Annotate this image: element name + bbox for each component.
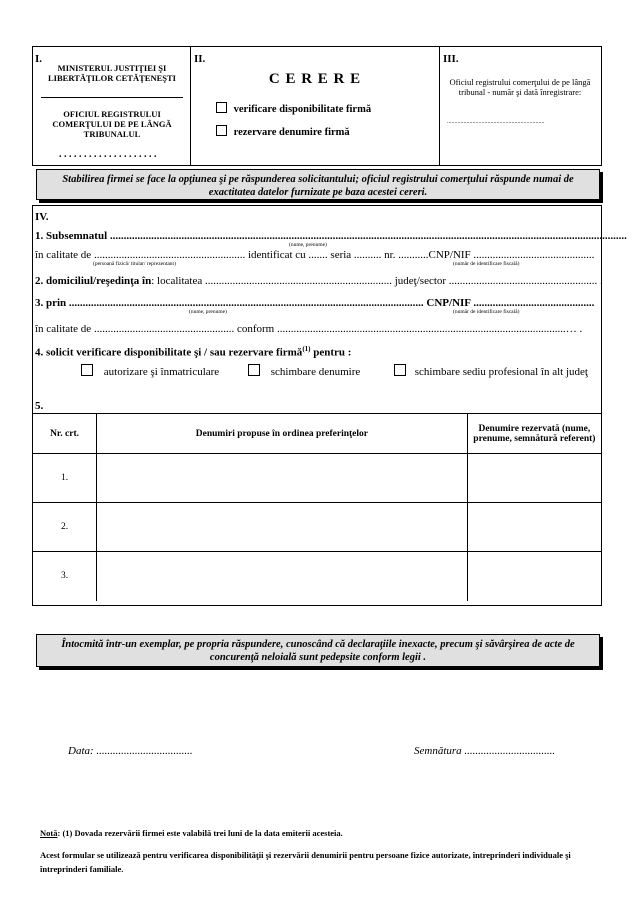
option-verify <box>216 102 371 115</box>
usage-note: Acest formular se utilizează pentru verificarea disponibilităţii şi rezervării denumirii pentru persoane fizice autorizate, întreprinderi individuale şi întreprinderi familiale. <box>40 850 571 874</box>
verify-label: verificare disponibilitate firmă <box>233 104 372 115</box>
table-header-row <box>33 414 601 454</box>
reserve-label: rezervare denumire firmă <box>233 127 350 138</box>
table-row <box>33 552 601 601</box>
reserve-checkbox[interactable] <box>216 125 227 136</box>
option-reserve <box>216 125 350 138</box>
section-4-box <box>32 205 627 606</box>
rename-label: schimbare denumire <box>270 366 361 378</box>
validity-note: Notă: (1) Dovada rezervării firmei este valabilă trei luni de la data emiterii acesteia. <box>40 828 343 838</box>
proposed-name-cell[interactable] <box>97 503 468 552</box>
table-row <box>33 503 601 552</box>
proposed-name-cell[interactable] <box>97 454 468 503</box>
rename-checkbox[interactable] <box>248 364 260 376</box>
registry-text: Oficiul registrului comerţului de pe lângă tribunal - număr şi dată înregistrare: <box>449 77 591 97</box>
section-1-number: I. <box>35 53 43 65</box>
table-row <box>33 454 601 503</box>
section-2-number: II. <box>194 53 206 65</box>
relocate-label: schimbare sediu profesional în alt judeţ <box>414 366 588 378</box>
col-names-header: Denumiri propuse în ordinea preferinţelor <box>97 414 468 454</box>
date-field[interactable]: Data: ................................... <box>68 745 193 757</box>
capacity-conform-line[interactable]: în calitate de ................................................... conform .........................................................................................................… . <box>35 323 583 335</box>
option-relocate <box>394 364 588 378</box>
request-line: 4. solicit verificare disponibilitate şi / sau rezervare firmă$^{(1)}$ pentru : <box>35 345 352 359</box>
responsibility-banner: Stabilirea firmei se face la opţiunea şi pe răspunderea solicitantului; oficiul registrului comerţului răspunde numai de exactitatea datelor furnizate pe baza acestei cereri. <box>36 169 600 200</box>
applicant-name-hint: (nume, prenume) <box>289 242 327 248</box>
ministry-name: MINISTERUL JUSTIŢIEI ŞI LIBERTĂŢILOR CETĂŢENEŞTI <box>48 63 176 83</box>
header-divider-1 <box>190 47 191 165</box>
header-box <box>32 46 602 166</box>
option-rename <box>248 364 360 378</box>
proposed-name-cell[interactable] <box>97 552 468 601</box>
cnp-hint-2: (număr de identificare fiscală) <box>453 309 520 315</box>
tribunal-dots[interactable]: . . . . . . . . . . . . . . . . . . . . <box>59 149 157 160</box>
legal-declaration-banner: Întocmită într-un exemplar, pe propria răspundere, cunoscând că declaraţiile inexacte, precum şi săvârşirea de acte de concurenţă neloială sunt pedepsite conform legii . <box>36 634 600 667</box>
col-nr-header: Nr. crt. <box>33 414 97 454</box>
names-table <box>33 413 601 601</box>
domicile-line[interactable]: 2. domiciliul/reşedinţa în: localitatea .................................................................... judeţ/sector ...................................................... . <box>35 275 603 287</box>
capacity-line[interactable]: în calitate de ....................................................... identificat cu ....... seria .......... nr. ...........CNP/NIF ............................................ <box>35 249 595 261</box>
signature-field[interactable]: Semnătura ................................. <box>414 745 556 757</box>
header-divider-2 <box>439 47 440 165</box>
through-name-hint: (nume, prenume) <box>189 309 227 315</box>
verify-checkbox[interactable] <box>216 102 227 113</box>
authorization-checkbox[interactable] <box>81 364 93 376</box>
registry-dots[interactable]: ................................................................. <box>447 119 545 125</box>
section-3-number: III. <box>443 53 459 65</box>
cnp-hint-1: (număr de identificare fiscală) <box>453 261 520 267</box>
through-line[interactable]: 3. prin ................................................................................................................................. CNP/NIF ............................................ <box>35 297 595 309</box>
capacity-hint: (persoană fizică/ titular/ reprezentant) <box>93 261 176 267</box>
reserved-name-cell[interactable] <box>467 503 601 552</box>
item-5-number: 5. <box>35 400 44 412</box>
reserved-name-cell[interactable] <box>467 552 601 601</box>
option-authorization <box>81 364 219 378</box>
row-number: 2. <box>33 503 97 552</box>
form-title: C E R E R E <box>268 71 362 87</box>
applicant-name-line[interactable]: 1. Subsemnatul ............................................................................................................................................................................................ <box>35 230 627 242</box>
ministry-underline <box>41 97 183 98</box>
section-4-number: IV. <box>35 211 49 223</box>
office-name: OFICIUL REGISTRULUI COMERŢULUI DE PE LÂNGĂ TRIBUNALUL <box>52 109 172 139</box>
relocate-checkbox[interactable] <box>394 364 406 376</box>
authorization-label: autorizare şi înmatriculare <box>103 366 220 378</box>
col-reserved-header: Denumire rezervată (nume, prenume, semnătură referent) <box>467 414 601 454</box>
row-number: 1. <box>33 454 97 503</box>
reserved-name-cell[interactable] <box>467 454 601 503</box>
row-number: 3. <box>33 552 97 601</box>
